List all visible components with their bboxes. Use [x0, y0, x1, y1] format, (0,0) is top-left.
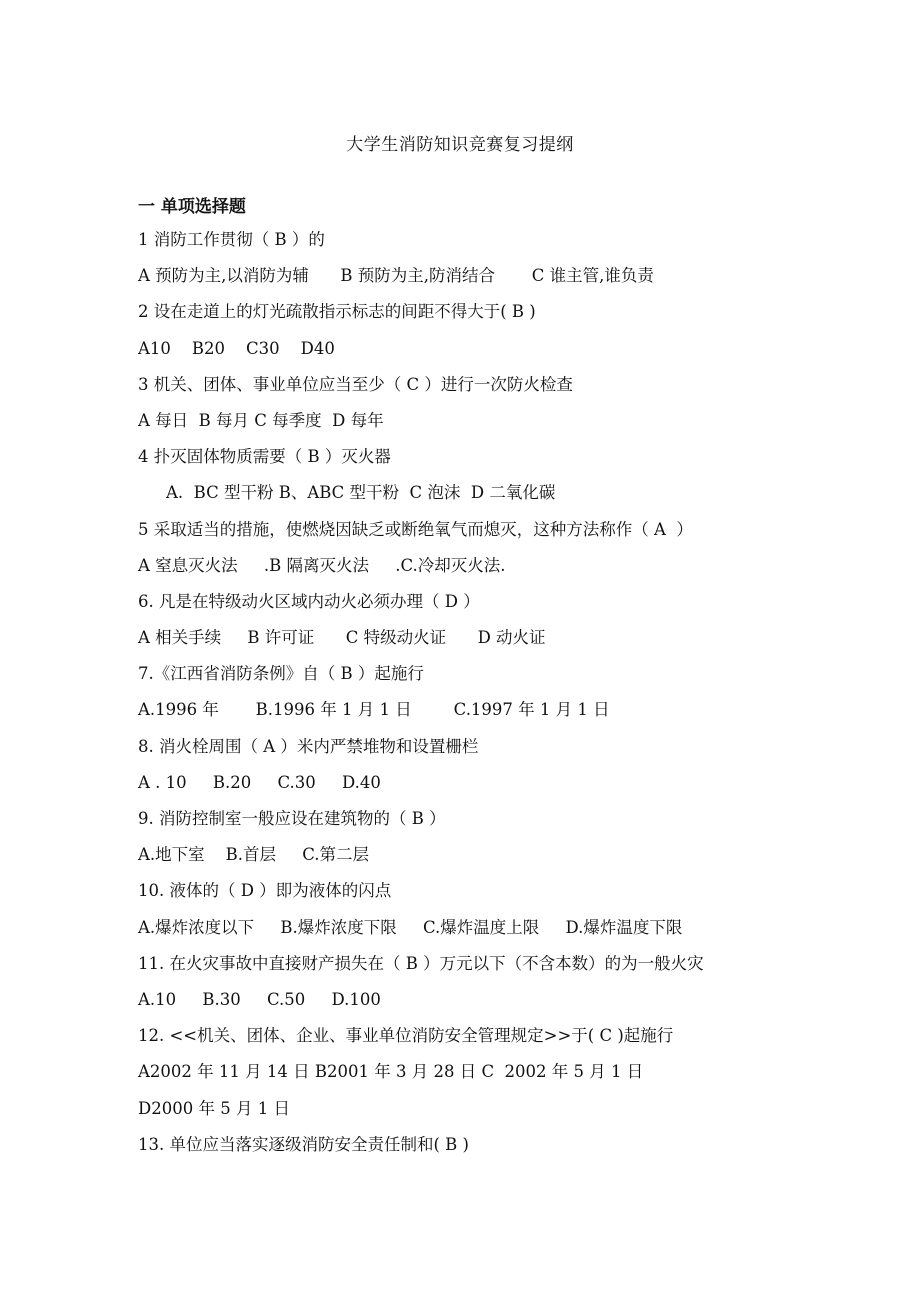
answer-options: A. BC 型干粉 B、ABC 型干粉 C 泡沫 D 二氧化碳	[166, 483, 556, 503]
question-text: 12. <<机关、团体、企业、事业单位消防安全管理规定>>于( C )起施行	[138, 1026, 674, 1046]
answer-options: A10 B20 C30 D40	[138, 338, 335, 358]
answer-options: A 相关手续 B 许可证 C 特级动火证 D 动火证	[138, 628, 546, 648]
question-text: 5 采取适当的措施，使燃烧因缺乏或断绝氧气而熄灭，这种方法称作（ A ）	[138, 519, 693, 539]
document-title: 大学生消防知识竞赛复习提纲	[346, 135, 574, 155]
section-heading: 一 单项选择题	[138, 197, 246, 217]
answer-options: D2000 年 5 月 1 日	[138, 1098, 290, 1118]
question-text: 1 消防工作贯彻（ B ）的	[138, 230, 325, 249]
answer-options: A 每日 B 每月 C 每季度 D 每年	[138, 410, 384, 430]
question-text: 13. 单位应当落实逐级消防安全责任制和( B )	[138, 1134, 469, 1154]
answer-options: A . 10 B.20 C.30 D.40	[138, 772, 381, 792]
question-text: 6. 凡是在特级动火区域内动火必须办理（ D ）	[138, 591, 480, 611]
question-list	[138, 228, 798, 1169]
answer-options: A.10 B.30 C.50 D.100	[138, 989, 381, 1009]
answer-options: A.爆炸浓度以下 B.爆炸浓度下限 C.爆炸温度上限 D.爆炸温度下限	[138, 917, 683, 937]
answer-options: A 预防为主,以消防为辅 B 预防为主,防消结合 C 谁主管,谁负责	[138, 266, 654, 286]
question-text: 3 机关、团体、事业单位应当至少（ C ）进行一次防火检查	[138, 374, 573, 394]
question-text: 10. 液体的（ D ）即为液体的闪点	[138, 881, 392, 901]
answer-options: A.1996 年 B.1996 年 1 月 1 日 C.1997 年 1 月 1 日	[138, 700, 610, 720]
question-text: 2 设在走道上的灯光疏散指示标志的间距不得大于( B )	[138, 302, 536, 322]
answer-options: A 窒息灭火法 .B 隔离灭火法 .C.冷却灭火法.	[138, 555, 506, 575]
question-text: 8. 消火栓周围（ A ）米内严禁堆物和设置栅栏	[138, 736, 479, 756]
question-text: 4 扑灭固体物质需要（ B ）灭火器	[138, 447, 391, 467]
answer-options: A2002 年 11 月 14 日 B2001 年 3 月 28 日 C 2002 年 5 月 1 日	[138, 1062, 644, 1082]
question-text: 7.《江西省消防条例》自（ B ）起施行	[138, 664, 424, 684]
answer-options: A.地下室 B.首层 C.第二层	[138, 845, 370, 865]
question-text: 9. 消防控制室一般应设在建筑物的（ B ）	[138, 809, 446, 828]
question-text: 11. 在火灾事故中直接财产损失在（ B ）万元以下（不含本数）的为一般火灾	[138, 953, 704, 973]
